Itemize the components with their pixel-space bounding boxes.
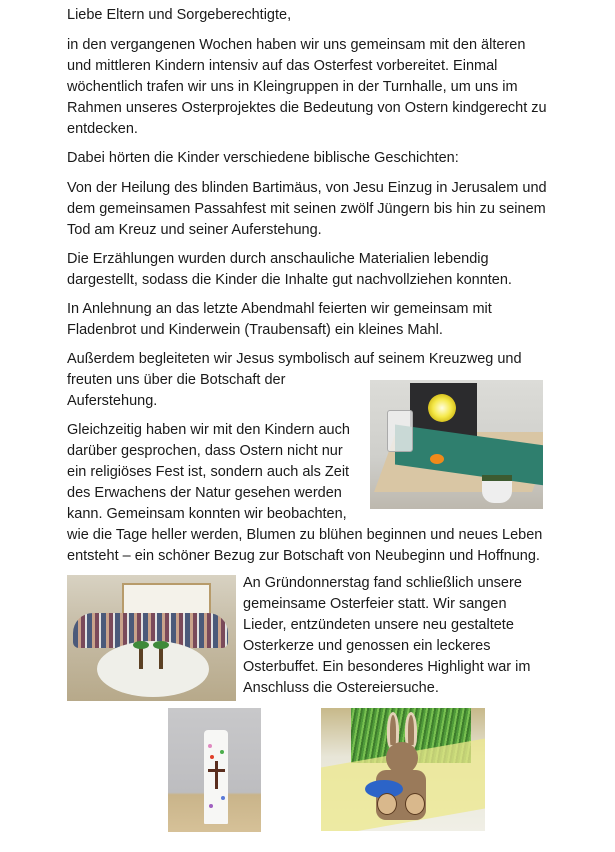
text-line: Außerdem begleiteten wir Jesus symbolisch auf seinem Kreuzweg und bbox=[67, 351, 522, 367]
text-line: kann. Gemeinsam konnten wir beobachten, bbox=[67, 506, 347, 522]
text-line: Osterbuffet. Ein besonderes Highlight war im bbox=[243, 659, 531, 675]
text-line: freuten uns über die Botschaft der bbox=[67, 372, 286, 388]
greeting bbox=[67, 5, 291, 26]
paragraph-stories bbox=[67, 178, 547, 241]
text-line: In Anlehnung an das letzte Abendmahl feierten wir gemeinsam mit bbox=[67, 301, 492, 317]
text-line: Gleichzeitig haben wir mit den Kindern auch bbox=[67, 422, 350, 438]
text-line: gemeinsame Osterfeier statt. Wir sangen bbox=[243, 596, 507, 612]
photo-easter-table bbox=[370, 380, 543, 509]
text-line: und mittleren Kindern intensiv auf das Osterfest vorbereitet. Einmal bbox=[67, 58, 498, 74]
photo-group-celebration bbox=[67, 575, 236, 701]
text-line: Anschluss die Ostereiersuche. bbox=[243, 680, 439, 696]
paragraph-intro bbox=[67, 35, 547, 140]
text-line: wöchentlich trafen wir uns in Kleingruppen in der Turnhalle, um uns im bbox=[67, 79, 518, 95]
text-line: Fladenbrot und Kinderwein (Traubensaft) ein kleines Mahl. bbox=[67, 322, 443, 338]
text-line: entdecken. bbox=[67, 121, 138, 137]
text-line: darüber gesprochen, dass Ostern nicht nur bbox=[67, 443, 343, 459]
text-line: Auferstehung. bbox=[67, 393, 158, 409]
paragraph-materials bbox=[67, 249, 512, 291]
text-line: Tod am Kreuz und seiner Auferstehung. bbox=[67, 222, 322, 238]
text-line: in den vergangenen Wochen haben wir uns gemeinsam mit den älteren bbox=[67, 37, 526, 53]
text-line: entsteht – ein schöner Bezug zur Botschaft von Neubeginn und Hoffnung. bbox=[67, 548, 540, 564]
text-line: dem gemeinsamen Passahfest mit seinen zwölf Jüngern bis hin zu seinem bbox=[67, 201, 546, 217]
text-line: wie die Tage heller werden, Blumen zu blühen beginnen und neues Leben bbox=[67, 527, 543, 543]
text-line: dargestellt, sodass die Kinder die Inhalte gut nachvollziehen konnten. bbox=[67, 272, 512, 288]
photo-easter-candle bbox=[168, 708, 261, 832]
text-line: Rahmen unseres Osterprojektes die Bedeutung von Ostern kindgerecht zu bbox=[67, 100, 547, 116]
text-line: Von der Heilung des blinden Bartimäus, von Jesu Einzug in Jerusalem und bbox=[67, 180, 547, 196]
paragraph-meal bbox=[67, 299, 492, 341]
text-line: Die Erzählungen wurden durch anschauliche Materialien lebendig bbox=[67, 251, 489, 267]
text-line: Liebe Eltern und Sorgeberechtigte, bbox=[67, 7, 292, 23]
text-line: An Gründonnerstag fand schließlich unsere bbox=[243, 575, 522, 591]
text-line: Lieder, entzündeten unsere neu gestaltete bbox=[243, 617, 514, 633]
paragraph-celebration bbox=[243, 573, 530, 699]
paragraph-stories-heading bbox=[67, 148, 459, 169]
text-line: Osterkerze und genossen ein leckeres bbox=[243, 638, 491, 654]
photo-easter-bunny bbox=[321, 708, 485, 831]
text-line: Dabei hörten die Kinder verschiedene biblische Geschichten: bbox=[67, 150, 459, 166]
text-line: des Erwachens der Natur gesehen werden bbox=[67, 485, 342, 501]
text-line: ein religiöses Fest ist, sondern auch als Zeit bbox=[67, 464, 350, 480]
